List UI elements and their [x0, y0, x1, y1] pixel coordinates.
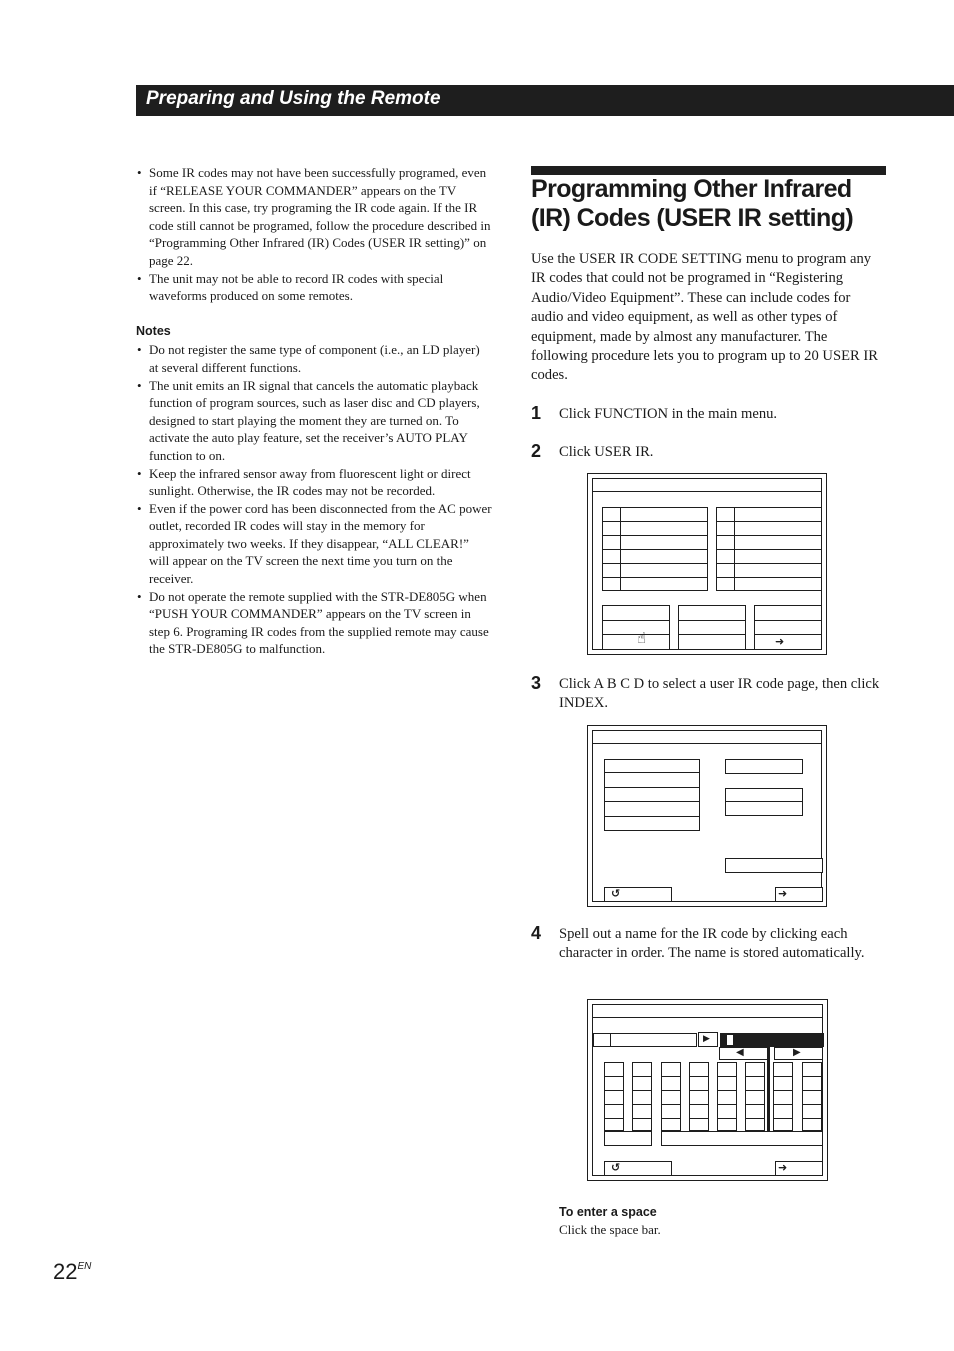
page-number-value: 22 [53, 1259, 78, 1284]
exit-button[interactable] [775, 1161, 823, 1176]
hand-pointer-icon: ☝ [637, 629, 647, 647]
page-select-button[interactable] [725, 759, 803, 774]
character-keys[interactable] [632, 1062, 652, 1131]
menu-button[interactable] [678, 605, 746, 650]
note-item: • Do not register the same type of component (i.e., an LD player) at several different functions. [136, 341, 492, 376]
step-number: 4 [531, 923, 542, 943]
tip-heading: To enter a space [559, 1205, 657, 1219]
note-item: • Do not operate the remote supplied with the STR-DE805G when “PUSH YOUR COMMANDER” appears on the TV screen in step 6. Programing IR codes from the supplied remote may cause the STR-DE805G to malfunction. [136, 588, 492, 658]
exit-button[interactable] [754, 605, 822, 650]
list-item: • Some IR codes may not have been successfully programed, even if “RELEASE YOUR COMMANDER” appears on the TV screen. In this case, try programing the IR code again. If the IR code still cannot be programed, follow the procedure described in “Programming Other Infrared (IR) Codes (USER IR setting)” on page 22. [136, 164, 492, 270]
status-field [725, 858, 823, 873]
section-header-bar [136, 85, 954, 116]
return-arrow-icon: ↺ [611, 1161, 621, 1174]
character-keys[interactable] [802, 1062, 822, 1131]
tip-text: Click the space bar. [559, 1222, 661, 1237]
note-item: • Even if the power cord has been disconnected from the AC power outlet, recorded IR codes will stay in the memory for approximately two weeks. If they disappear, “ALL CLEAR!” will appear on the TV screen the next time you turn on the receiver. [136, 500, 492, 588]
step-text: Click USER IR. [559, 444, 654, 460]
screen-title-divider [593, 743, 821, 744]
character-keys[interactable] [689, 1062, 709, 1131]
note-item: • The unit emits an IR signal that cancels the automatic playback function of program sources, such as laser disc and CD players, designed to start playing the moment they are turned on. To activate the auto play feature, set the receiver’s AUTO PLAY function to on. [136, 377, 492, 465]
function-list-right[interactable] [716, 507, 822, 591]
play-triangle-icon: ▶ [703, 1034, 710, 1044]
left-column [136, 164, 492, 658]
step-text: Spell out a name for the IR code by clicking each character in order. The name is stored automatically. [559, 926, 865, 962]
user-ir-page-screen [587, 725, 827, 907]
step-number: 1 [531, 403, 542, 423]
exit-arrow-icon: ➜ [778, 887, 788, 900]
step-number: 2 [531, 441, 542, 461]
list-item: • The unit may not be able to record IR codes with special waveforms produced on some remotes. [136, 270, 492, 305]
character-keys[interactable] [717, 1062, 737, 1131]
cursor-left-button[interactable] [719, 1047, 768, 1060]
space-bar[interactable] [661, 1131, 823, 1146]
step-number: 3 [531, 673, 542, 693]
exit-arrow-icon: ➜ [778, 1161, 788, 1174]
title-rule [531, 166, 886, 175]
left-arrow-icon: ◀ [736, 1047, 744, 1058]
user-ir-button[interactable] [602, 605, 670, 650]
notes-heading: Notes [136, 323, 171, 338]
section-header-title: Preparing and Using the Remote [146, 88, 441, 109]
exit-button[interactable] [775, 887, 823, 902]
right-arrow-icon: ▶ [793, 1047, 801, 1058]
character-keys[interactable] [604, 1062, 624, 1131]
cursor-right-button[interactable] [774, 1047, 823, 1060]
key-group-divider [767, 1047, 770, 1133]
page-title: Programming Other Infrared (IR) Codes (USER IR setting) [531, 175, 854, 232]
step-text: Click FUNCTION in the main menu. [559, 406, 778, 422]
page-number [53, 1259, 91, 1285]
note-item: • Keep the infrared sensor away from fluorescent light or direct sunlight. Otherwise, the IR codes may not be recorded. [136, 465, 492, 500]
delete-key[interactable] [604, 1131, 652, 1146]
function-menu-screen [587, 473, 827, 655]
character-keys[interactable] [661, 1062, 681, 1131]
intro-paragraph: Use the USER IR CODE SETTING menu to program any IR codes that could not be programed in “Registering Audio/Video Equipment”. These can include codes for audio and video equipment, as well as other types of equipment, made by almost any manufacturer. The following procedure lets you to program up to 20 USER IR codes. [531, 251, 878, 384]
return-button[interactable] [604, 887, 672, 902]
step-text: Click A B C D to select a user IR code page, then click INDEX. [559, 676, 880, 712]
exit-arrow-icon: ➜ [775, 635, 785, 648]
index-button[interactable] [725, 788, 803, 816]
screen-title-divider [593, 1017, 822, 1018]
screen-title-divider [593, 491, 821, 492]
name-display-bar [720, 1033, 824, 1047]
play-button[interactable] [698, 1032, 718, 1047]
return-arrow-icon: ↺ [611, 887, 621, 900]
page-number-suffix: EN [77, 1261, 92, 1272]
function-list-left[interactable] [602, 507, 708, 591]
character-keys[interactable] [745, 1062, 765, 1131]
return-button[interactable] [604, 1161, 672, 1176]
character-keys[interactable] [773, 1062, 793, 1131]
name-input-field[interactable] [593, 1033, 697, 1047]
name-entry-screen [587, 999, 828, 1181]
user-ir-code-list[interactable] [604, 759, 700, 831]
